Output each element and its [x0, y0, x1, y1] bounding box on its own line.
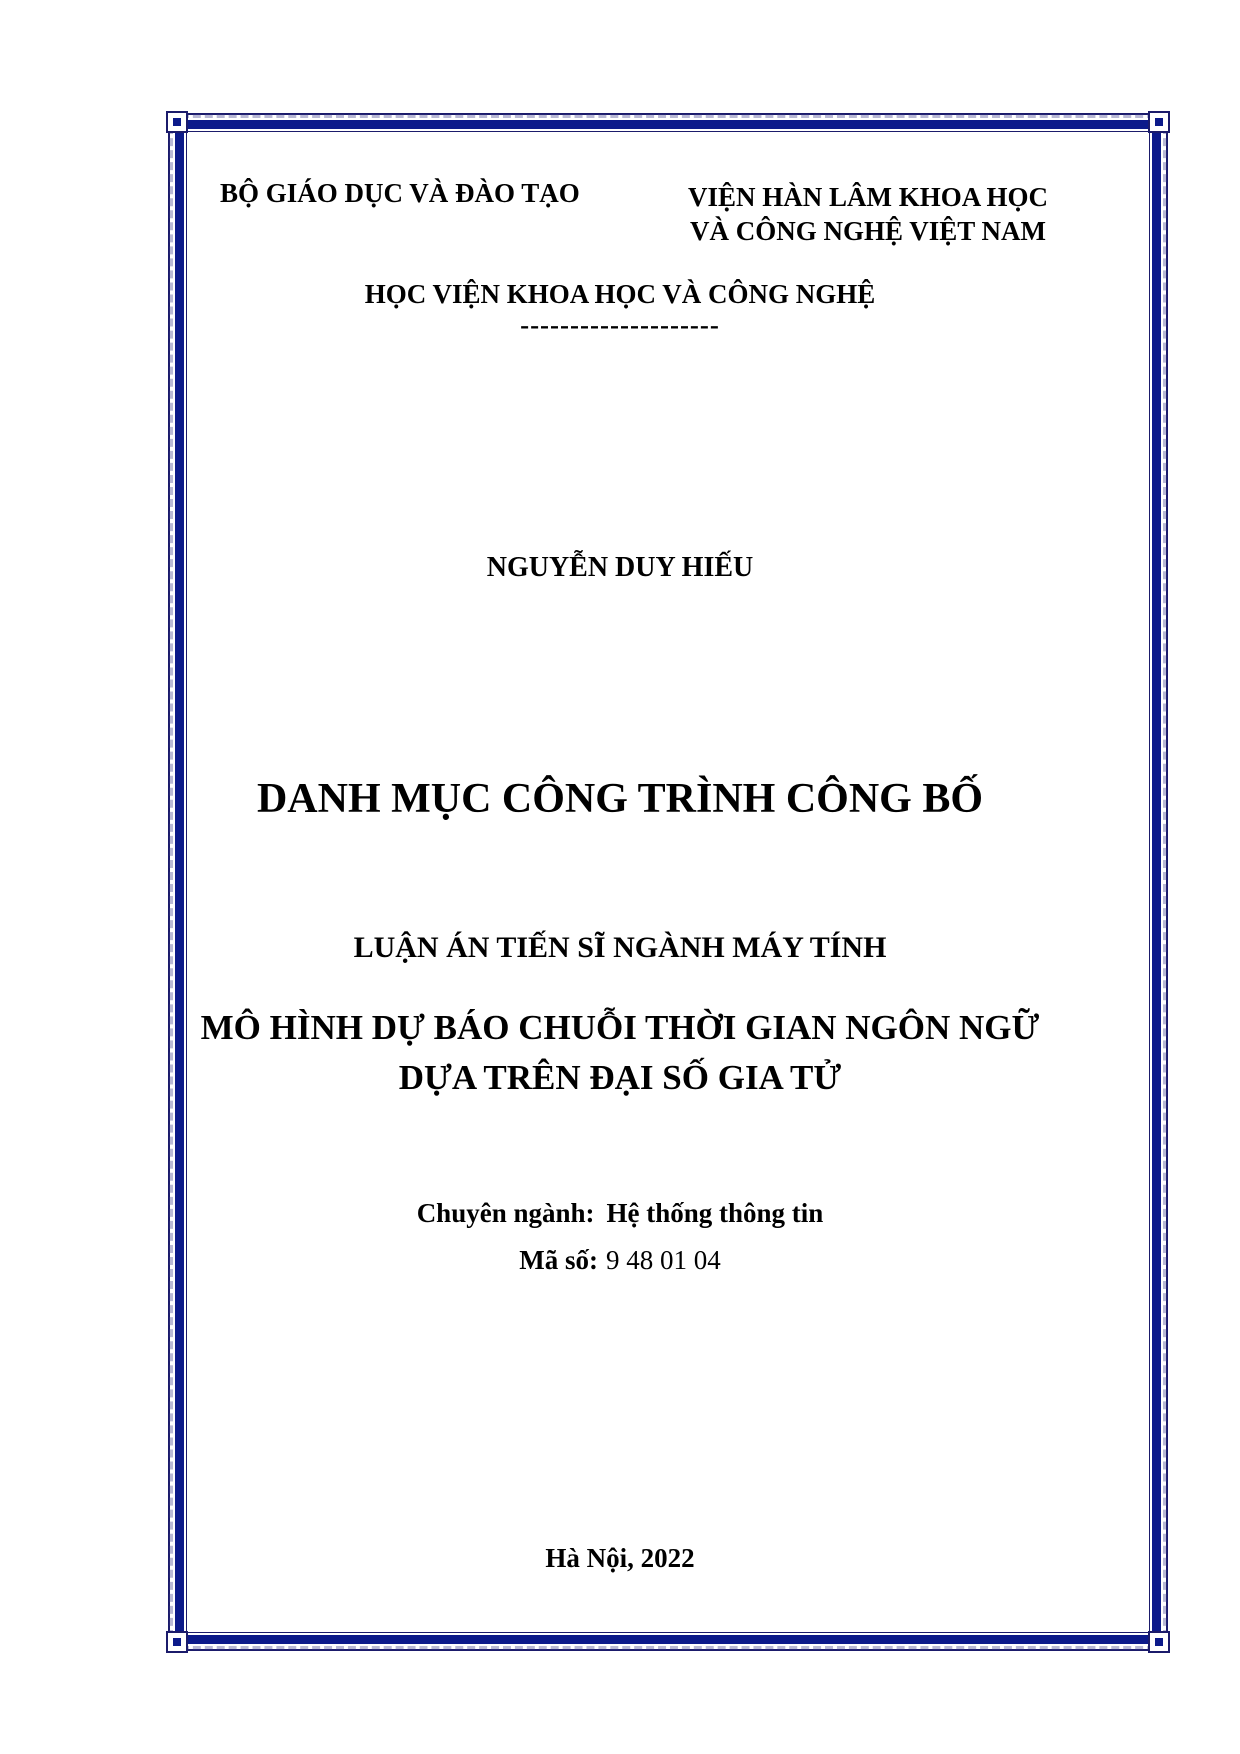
specialty-code: [0, 1247, 1240, 1274]
author-name: NGUYỄN DUY HIẾU: [486, 552, 754, 583]
specialty-label: Chuyên ngành:: [416, 1198, 595, 1228]
thesis-title: [0, 1003, 1240, 1103]
thesis-title-line2: DỰA TRÊN ĐẠI SỐ GIA TỬ: [398, 1058, 842, 1097]
ministry-name: BỘ GIÁO DỤC VÀ ĐÀO TẠO: [220, 178, 580, 208]
place-date: Hà Nội, 2022: [545, 1543, 695, 1573]
header-divider: --------------------: [520, 310, 720, 340]
specialty-value: Hệ thống thông tin: [606, 1198, 824, 1228]
specialty: [0, 1200, 1240, 1227]
thesis-type: LUẬN ÁN TIẾN SĨ NGÀNH MÁY TÍNH: [353, 931, 887, 964]
thesis-title-line1: MÔ HÌNH DỰ BÁO CHUỖI THỜI GIAN NGÔN NGỮ: [200, 1008, 1040, 1047]
academy-name-line1: VIỆN HÀN LÂM KHOA HỌC: [688, 182, 1049, 212]
border-corner-ornament: [166, 111, 188, 133]
border-corner-ornament: [1148, 1631, 1170, 1653]
code-label: Mã số:: [519, 1245, 598, 1275]
border-corner-ornament: [1148, 111, 1170, 133]
academy-name: [688, 180, 1048, 248]
border-corner-ornament: [166, 1631, 188, 1653]
code-value: 9 48 01 04: [605, 1245, 721, 1275]
page-border-inner: [186, 131, 1150, 1633]
institute-name: HỌC VIỆN KHOA HỌC VÀ CÔNG NGHỆ: [364, 279, 876, 309]
academy-name-line2: VÀ CÔNG NGHỆ VIỆT NAM: [689, 216, 1047, 246]
document-title: DANH MỤC CÔNG TRÌNH CÔNG BỐ: [256, 776, 984, 822]
